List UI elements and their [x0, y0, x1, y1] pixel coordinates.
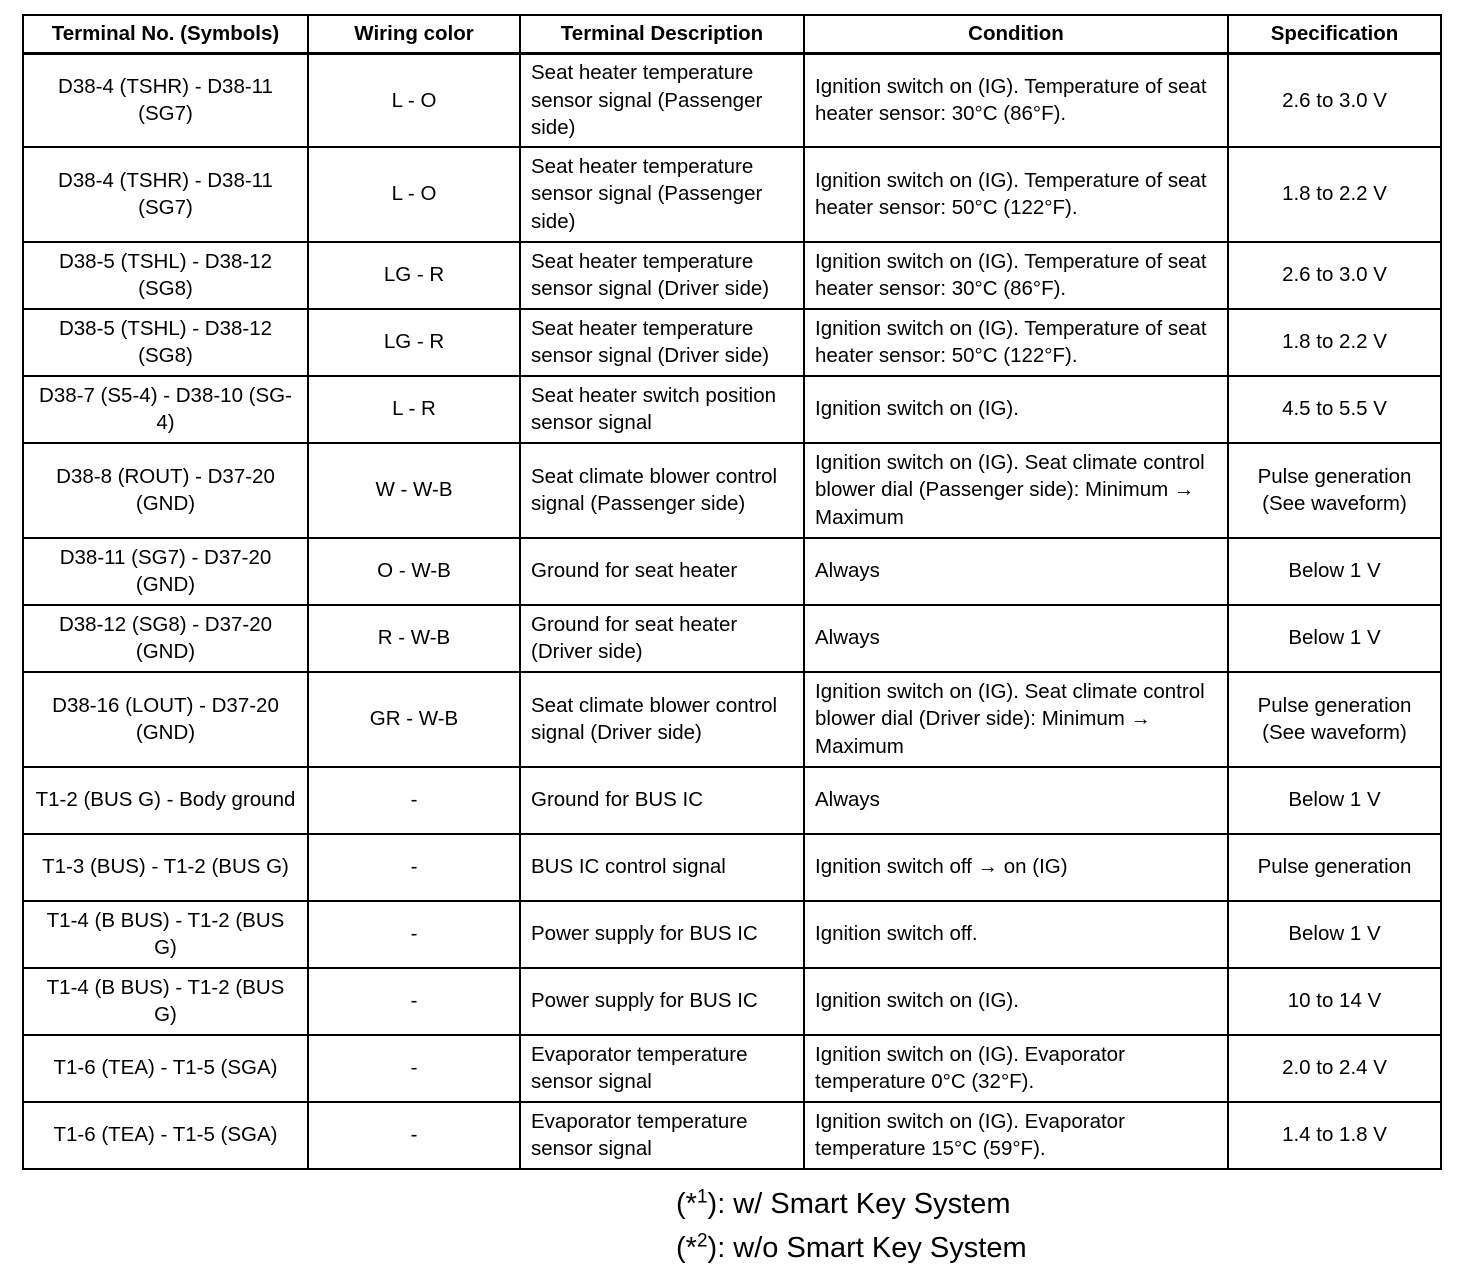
cell-terminal: D38-5 (TSHL) - D38-12 (SG8)	[23, 309, 308, 376]
footnote-1: (*$^1$): w/ Smart Key System	[676, 1186, 1011, 1220]
cell-specification: 1.4 to 1.8 V	[1228, 1102, 1441, 1169]
cell-specification: 10 to 14 V	[1228, 968, 1441, 1035]
table-row	[23, 834, 1441, 901]
cell-condition: Always	[804, 538, 1228, 605]
table-row	[23, 147, 1441, 242]
cell-specification: Below 1 V	[1228, 767, 1441, 834]
cell-wiring-color: -	[308, 968, 520, 1035]
cell-specification: 2.6 to 3.0 V	[1228, 242, 1441, 309]
table-row	[23, 443, 1441, 538]
cell-specification: 1.8 to 2.2 V	[1228, 147, 1441, 242]
footnote-2: (*$^2$): w/o Smart Key System	[676, 1230, 1027, 1264]
cell-terminal: D38-5 (TSHL) - D38-12 (SG8)	[23, 242, 308, 309]
cell-wiring-color: L - R	[308, 376, 520, 443]
table-row	[23, 242, 1441, 309]
table-header-row	[23, 15, 1441, 54]
cell-condition: Ignition switch on (IG).	[804, 968, 1228, 1035]
table-row	[23, 968, 1441, 1035]
table-row	[23, 901, 1441, 968]
cell-description: Seat heater temperature sensor signal (Passenger side)	[520, 147, 804, 242]
cell-wiring-color: R - W-B	[308, 605, 520, 672]
cell-description: Power supply for BUS IC	[520, 968, 804, 1035]
cell-wiring-color: L - O	[308, 147, 520, 242]
cell-condition: Ignition switch on (IG). Seat climate control blower dial (Passenger side): Minimum → Maximum	[804, 443, 1228, 538]
cell-condition: Ignition switch on (IG). Temperature of seat heater sensor: 50°C (122°F).	[804, 147, 1228, 242]
cell-wiring-color: L - O	[308, 54, 520, 147]
cell-description: Seat heater temperature sensor signal (Passenger side)	[520, 54, 804, 147]
cell-description: BUS IC control signal	[520, 834, 804, 901]
cell-terminal: T1-6 (TEA) - T1-5 (SGA)	[23, 1102, 308, 1169]
table-row	[23, 672, 1441, 767]
cell-terminal: T1-4 (B BUS) - T1-2 (BUS G)	[23, 901, 308, 968]
cell-specification: Pulse generation (See waveform)	[1228, 672, 1441, 767]
cell-condition: Ignition switch on (IG). Evaporator temperature 15°C (59°F).	[804, 1102, 1228, 1169]
cell-terminal: D38-7 (S5-4) - D38-10 (SG-4)	[23, 376, 308, 443]
cell-condition: Ignition switch on (IG). Evaporator temperature 0°C (32°F).	[804, 1035, 1228, 1102]
cell-description: Evaporator temperature sensor signal	[520, 1035, 804, 1102]
cell-description: Power supply for BUS IC	[520, 901, 804, 968]
cell-condition: Ignition switch on (IG). Seat climate control blower dial (Driver side): Minimum → Maximum	[804, 672, 1228, 767]
cell-condition: Ignition switch off → on (IG)	[804, 834, 1228, 901]
cell-specification: 4.5 to 5.5 V	[1228, 376, 1441, 443]
cell-condition: Ignition switch on (IG).	[804, 376, 1228, 443]
cell-description: Seat heater temperature sensor signal (Driver side)	[520, 309, 804, 376]
cell-terminal: D38-4 (TSHR) - D38-11 (SG7)	[23, 147, 308, 242]
table-row	[23, 538, 1441, 605]
cell-description: Seat climate blower control signal (Driver side)	[520, 672, 804, 767]
cell-terminal: D38-11 (SG7) - D37-20 (GND)	[23, 538, 308, 605]
cell-wiring-color: O - W-B	[308, 538, 520, 605]
cell-condition: Ignition switch on (IG). Temperature of seat heater sensor: 30°C (86°F).	[804, 242, 1228, 309]
cell-description: Ground for seat heater (Driver side)	[520, 605, 804, 672]
cell-specification: 2.6 to 3.0 V	[1228, 54, 1441, 147]
cell-wiring-color: LG - R	[308, 242, 520, 309]
cell-wiring-color: LG - R	[308, 309, 520, 376]
cell-condition: Ignition switch off.	[804, 901, 1228, 968]
cell-terminal: D38-12 (SG8) - D37-20 (GND)	[23, 605, 308, 672]
cell-specification: 2.0 to 2.4 V	[1228, 1035, 1441, 1102]
cell-wiring-color: -	[308, 767, 520, 834]
header-terminal: Terminal No. (Symbols)	[23, 15, 308, 54]
header-wiring-color: Wiring color	[308, 15, 520, 54]
cell-description: Seat climate blower control signal (Passenger side)	[520, 443, 804, 538]
cell-description: Seat heater temperature sensor signal (Driver side)	[520, 242, 804, 309]
cell-wiring-color: -	[308, 901, 520, 968]
cell-condition: Always	[804, 767, 1228, 834]
cell-condition: Ignition switch on (IG). Temperature of seat heater sensor: 30°C (86°F).	[804, 54, 1228, 147]
header-terminal-description: Terminal Description	[520, 15, 804, 54]
cell-specification: Pulse generation (See waveform)	[1228, 443, 1441, 538]
cell-specification: Below 1 V	[1228, 901, 1441, 968]
table-row	[23, 309, 1441, 376]
table-row	[23, 1035, 1441, 1102]
cell-terminal: D38-8 (ROUT) - D37-20 (GND)	[23, 443, 308, 538]
cell-wiring-color: -	[308, 1035, 520, 1102]
terminal-spec-table	[22, 14, 1442, 1170]
table-row	[23, 376, 1441, 443]
cell-description: Evaporator temperature sensor signal	[520, 1102, 804, 1169]
footnotes	[676, 1182, 1027, 1270]
table-row	[23, 54, 1441, 147]
table-row	[23, 767, 1441, 834]
cell-specification: Below 1 V	[1228, 538, 1441, 605]
cell-wiring-color: -	[308, 1102, 520, 1169]
cell-specification: 1.8 to 2.2 V	[1228, 309, 1441, 376]
cell-terminal: T1-3 (BUS) - T1-2 (BUS G)	[23, 834, 308, 901]
table-body	[23, 54, 1441, 1169]
table-row	[23, 605, 1441, 672]
cell-description: Seat heater switch position sensor signal	[520, 376, 804, 443]
cell-condition: Always	[804, 605, 1228, 672]
cell-terminal: T1-6 (TEA) - T1-5 (SGA)	[23, 1035, 308, 1102]
cell-description: Ground for seat heater	[520, 538, 804, 605]
cell-wiring-color: -	[308, 834, 520, 901]
cell-condition: Ignition switch on (IG). Temperature of seat heater sensor: 50°C (122°F).	[804, 309, 1228, 376]
cell-terminal: T1-4 (B BUS) - T1-2 (BUS G)	[23, 968, 308, 1035]
cell-description: Ground for BUS IC	[520, 767, 804, 834]
header-specification: Specification	[1228, 15, 1441, 54]
cell-terminal: D38-16 (LOUT) - D37-20 (GND)	[23, 672, 308, 767]
header-condition: Condition	[804, 15, 1228, 54]
cell-terminal: D38-4 (TSHR) - D38-11 (SG7)	[23, 54, 308, 147]
table-row	[23, 1102, 1441, 1169]
cell-specification: Pulse generation	[1228, 834, 1441, 901]
cell-specification: Below 1 V	[1228, 605, 1441, 672]
cell-terminal: T1-2 (BUS G) - Body ground	[23, 767, 308, 834]
cell-wiring-color: GR - W-B	[308, 672, 520, 767]
cell-wiring-color: W - W-B	[308, 443, 520, 538]
